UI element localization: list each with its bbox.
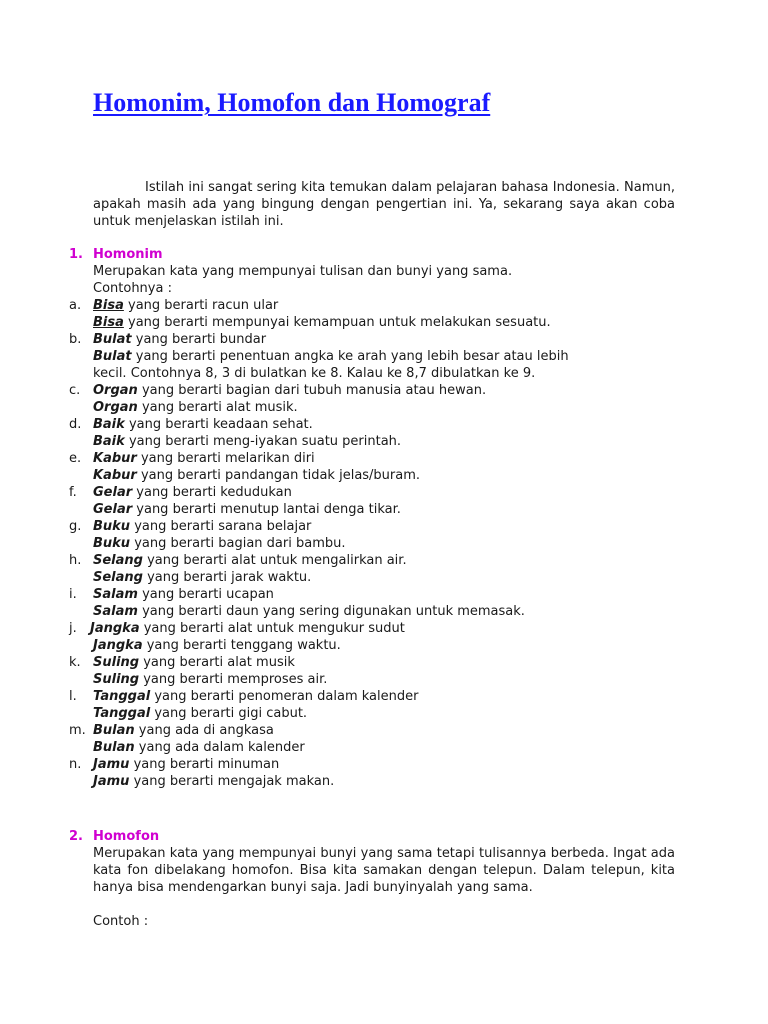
homonim-definition: yang ada di angkasa (138, 723, 274, 738)
homonim-definition: yang berarti alat untuk mengalirkan air. (147, 553, 407, 568)
item-letter: f. (69, 485, 77, 500)
homonim-word: Baik (93, 434, 125, 449)
homonim-meaning-2 (93, 603, 525, 620)
homonim-definition: yang berarti ucapan (142, 587, 274, 602)
item-letter: g. (69, 519, 82, 534)
homonim-word: Suling (93, 672, 140, 687)
section1-number: 1. (69, 247, 83, 262)
homonim-meaning-1 (90, 620, 405, 637)
homonim-definition: yang berarti daun yang sering digunakan untuk memasak. (142, 604, 525, 619)
homonim-word: Jangka (93, 638, 143, 653)
homonim-definition: yang berarti penentuan angka ke arah yang lebih besar atau lebih (135, 349, 569, 364)
homonim-meaning-1 (93, 518, 311, 535)
item-letter: a. (69, 298, 82, 313)
homonim-definition: yang berarti memproses air. (143, 672, 328, 687)
homonim-definition: yang berarti bundar (135, 332, 267, 347)
item-letter: k. (69, 655, 81, 670)
section2-title: Homofon (93, 829, 160, 844)
homonim-word: Suling (93, 655, 140, 670)
homonim-definition: yang berarti sarana belajar (134, 519, 312, 534)
homonim-word: Bulan (93, 723, 135, 738)
homonim-definition: yang ada dalam kalender (138, 740, 305, 755)
homonim-meaning-1 (93, 654, 295, 671)
homonim-meaning-1 (93, 756, 279, 773)
homonim-word: Bulat (93, 332, 132, 347)
section2-examples-label: Contoh : (93, 914, 149, 929)
homonim-meaning-1 (93, 552, 407, 569)
homonim-meaning-2 (93, 348, 569, 365)
homonim-meaning-2 (93, 433, 401, 450)
homonim-definition: yang berarti melarikan diri (140, 451, 315, 466)
homonim-meaning-1 (93, 297, 278, 314)
item-letter: i. (69, 587, 77, 602)
item-letter: b. (69, 332, 82, 347)
homonim-word: Salam (93, 587, 138, 602)
homonim-word: Bisa (93, 315, 124, 330)
section1-description: Merupakan kata yang mempunyai tulisan dan bunyi yang sama. (93, 264, 513, 279)
homonim-meaning-2 (93, 739, 305, 756)
homonim-definition: yang berarti mempunyai kemampuan untuk melakukan sesuatu. (128, 315, 551, 330)
section2-heading (69, 828, 159, 845)
homonim-definition: yang berarti gigi cabut. (154, 706, 308, 721)
homonim-word: Organ (93, 400, 138, 415)
homonim-word: Gelar (93, 485, 133, 500)
homonim-definition: yang berarti racun ular (128, 298, 279, 313)
homonim-word: Organ (93, 383, 138, 398)
homonim-word: Selang (93, 553, 143, 568)
item-letter: l. (69, 689, 77, 704)
homonim-word: Jamu (93, 757, 130, 772)
homonim-definition: yang berarti minuman (133, 757, 280, 772)
homonim-meaning-2 (93, 467, 420, 484)
intro-paragraph: Istilah ini sangat sering kita temukan dalam pelajaran bahasa Indonesia. Namun, apakah masih ada yang bingung dengan pengertian ini. Ya, sekarang saya akan coba untuk menjelaskan istilah ini. (93, 180, 675, 229)
homonim-word: Baik (93, 417, 125, 432)
section1-title: Homonim (93, 247, 163, 262)
homonim-word: Tanggal (93, 706, 151, 721)
homonim-word: Jamu (93, 774, 130, 789)
homonim-word: Gelar (93, 502, 133, 517)
item-letter: n. (69, 757, 82, 772)
item-letter: d. (69, 417, 82, 432)
homonim-meaning-2 (93, 314, 551, 331)
homonim-definition: yang berarti alat untuk mengukur sudut (143, 621, 405, 636)
homonim-definition: yang berarti penomeran dalam kalender (154, 689, 419, 704)
homonim-definition: yang berarti alat musik (143, 655, 295, 670)
homonim-word: Bulat (93, 349, 132, 364)
section2-number: 2. (69, 829, 83, 844)
item-letter: m. (69, 723, 86, 738)
homonim-word: Salam (93, 604, 138, 619)
homonim-meaning-1 (93, 382, 486, 399)
homonim-meaning-2 (93, 569, 311, 586)
homonim-word: Kabur (93, 451, 137, 466)
homonim-meaning-1 (93, 331, 266, 348)
homonim-definition: yang berarti meng-iyakan suatu perintah. (128, 434, 402, 449)
homonim-meaning-2 (93, 773, 334, 790)
homonim-definition: yang berarti keadaan sehat. (128, 417, 313, 432)
homonim-word: Buku (93, 519, 131, 534)
homonim-meaning-2 (93, 671, 327, 688)
homonim-definition: yang berarti tenggang waktu. (146, 638, 341, 653)
section1-examples-label: Contohnya : (93, 281, 172, 296)
homonim-definition: yang berarti bagian dari bambu. (134, 536, 346, 551)
homonim-definition: yang berarti alat musik. (141, 400, 298, 415)
homonim-word: Bisa (93, 298, 124, 313)
homonim-word: Buku (93, 536, 131, 551)
homonim-meaning-2 (93, 535, 345, 552)
homonim-meaning-2 (93, 399, 298, 416)
homonim-meaning-2-continued: kecil. Contohnya 8, 3 di bulatkan ke 8. Kalau ke 8,7 dibulatkan ke 9. (93, 366, 536, 381)
homonim-word: Jangka (90, 621, 140, 636)
homonim-word: Tanggal (93, 689, 151, 704)
item-letter: c. (69, 383, 81, 398)
homonim-meaning-1 (93, 484, 292, 501)
homonim-word: Bulan (93, 740, 135, 755)
homonim-definition: yang berarti pandangan tidak jelas/buram. (140, 468, 421, 483)
homonim-definition: yang berarti menutup lantai denga tikar. (136, 502, 401, 517)
homonim-definition: yang berarti kedudukan (136, 485, 292, 500)
homonim-meaning-1 (93, 586, 274, 603)
homonim-word: Kabur (93, 468, 137, 483)
page-title: Homonim, Homofon dan Homograf (93, 88, 491, 117)
homonim-meaning-1 (93, 450, 315, 467)
homonim-meaning-1 (93, 416, 313, 433)
item-letter: j. (69, 621, 77, 636)
homonim-word: Selang (93, 570, 143, 585)
homonim-meaning-2 (93, 501, 401, 518)
section1-heading (69, 246, 163, 263)
homonim-meaning-1 (93, 722, 274, 739)
homonim-meaning-1 (93, 688, 418, 705)
item-letter: e. (69, 451, 82, 466)
homonim-meaning-2 (93, 637, 341, 654)
homonim-meaning-2 (93, 705, 307, 722)
homonim-definition: yang berarti mengajak makan. (133, 774, 335, 789)
item-letter: h. (69, 553, 82, 568)
homonim-definition: yang berarti bagian dari tubuh manusia atau hewan. (141, 383, 487, 398)
homonim-definition: yang berarti jarak waktu. (147, 570, 312, 585)
section2-description: Merupakan kata yang mempunyai bunyi yang sama tetapi tulisannya berbeda. Ingat ada kata fon dibelakang homofon. Bisa kita samakan dengan telepun. Dalam telepun, kita hanya bisa mendengarkan bunyi saja. Jadi bunyinyalah yang sama. (93, 846, 675, 895)
